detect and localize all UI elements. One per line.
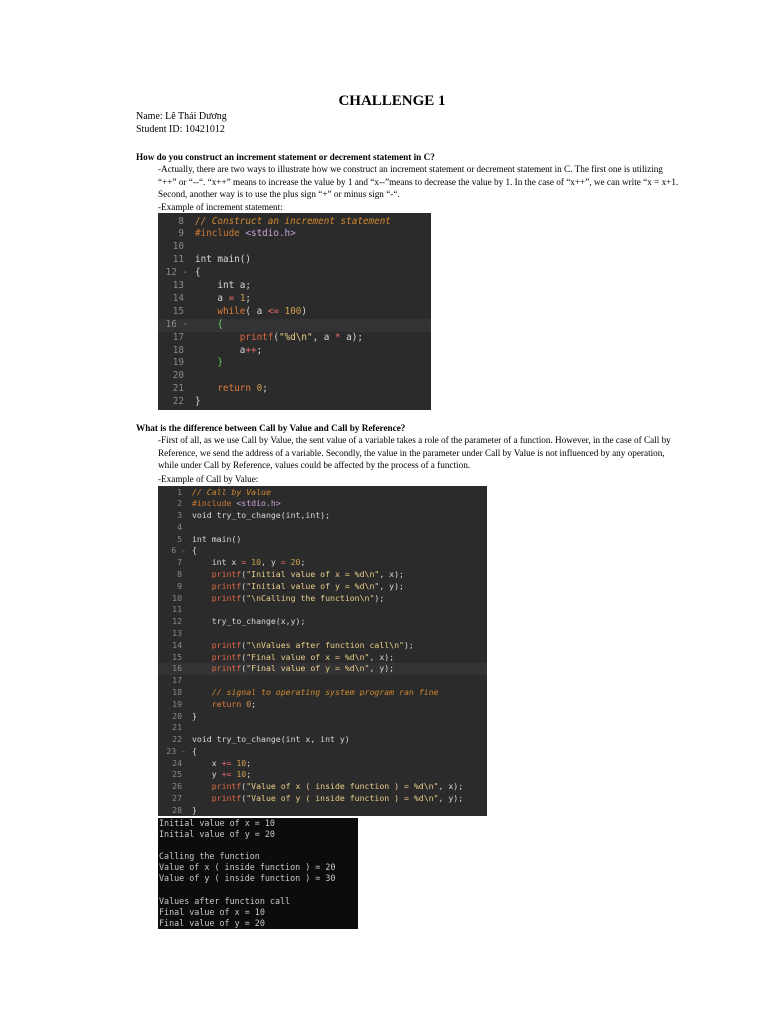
code-line: [158, 293, 431, 306]
code-line: [158, 383, 431, 396]
code-text: int main(): [195, 254, 251, 266]
code-line: [158, 699, 487, 711]
code-line: [158, 687, 487, 699]
line-number: 25: [172, 769, 182, 780]
code-text: return 0;: [217, 383, 268, 395]
line-number: 11: [172, 604, 182, 615]
line-number: 6 -: [171, 545, 186, 556]
code-line: [158, 280, 431, 293]
line-number: 15: [172, 305, 184, 317]
code-text: printf("Value of x ( inside function ) = %d\n", x);: [211, 781, 464, 792]
code-line: [158, 254, 431, 267]
code-line: [158, 593, 487, 605]
line-number: 14: [172, 639, 182, 650]
code-text: }: [195, 396, 201, 408]
line-number: 13: [172, 627, 182, 638]
code-line: [158, 319, 431, 332]
code-text: printf("\nCalling the function\n");: [211, 592, 385, 603]
console-line: Calling the function: [159, 851, 260, 862]
code-line: [158, 628, 487, 640]
code-line: [158, 306, 431, 319]
line-number: 15: [172, 651, 182, 662]
code-text: {: [217, 318, 223, 330]
code-line: [158, 758, 487, 770]
line-number: 26: [172, 781, 182, 792]
line-number: 8: [178, 215, 184, 227]
code-text: x += 10;: [192, 757, 252, 768]
line-number: 19: [172, 698, 182, 709]
line-number: 24: [172, 757, 182, 768]
line-number: 22: [172, 396, 184, 408]
call-by-value-example-label: -Example of Call by Value:: [158, 474, 259, 484]
line-number: 18: [172, 686, 182, 697]
code-line: [158, 487, 487, 499]
line-number: 17: [172, 331, 184, 343]
code-line: [158, 370, 431, 383]
console-line: Value of y ( inside function ) = 30: [159, 873, 336, 884]
code-text: int a;: [195, 280, 251, 291]
code-line: [158, 534, 487, 546]
line-number: 21: [172, 722, 182, 733]
code-line: [158, 216, 431, 229]
code-line: [158, 663, 487, 675]
code-line: [158, 332, 431, 345]
line-number: 14: [172, 292, 184, 304]
line-number: 28: [172, 804, 182, 815]
console-line: Initial value of y = 20: [159, 829, 275, 840]
question-1-answer: -Actually, there are two ways to illustrate how we construct an increment statement or decrement statement in C. The first one is utilizing “++” or “--“. “x++” means to increase the value by 1 and “x--”means to decrease the value by 1. In the case of “x++”, we can write “x = x+1. Second, another way is to use the plus sign “+” or minus sign “-“.: [158, 164, 679, 199]
increment-code-screenshot: [158, 213, 431, 410]
code-text: int x = 10, y = 20;: [192, 557, 306, 568]
code-text: // Construct an increment statement: [195, 215, 391, 227]
line-number: 11: [172, 254, 184, 266]
question-1-heading: How do you construct an increment statement or decrement statement in C?: [136, 152, 435, 162]
line-number: 7: [177, 557, 182, 568]
console-line: Value of x ( inside function ) = 20: [159, 862, 336, 873]
console-line: Final value of y = 20: [159, 917, 265, 928]
code-line: [158, 793, 487, 805]
code-line: [158, 569, 487, 581]
code-line: [158, 640, 487, 652]
line-number: 16 -: [165, 318, 188, 330]
line-number: 21: [172, 383, 184, 395]
code-text: // signal to operating system program ran fine: [211, 686, 439, 697]
code-line: [158, 769, 487, 781]
console-line: [158, 840, 358, 851]
code-text: printf("Value of y ( inside function ) = %d\n", y);: [211, 793, 464, 804]
line-number: 3: [177, 510, 182, 521]
code-line: [158, 522, 487, 534]
line-number: 27: [172, 793, 182, 804]
code-text: {: [195, 267, 201, 279]
code-line: [158, 345, 431, 358]
code-line: [158, 498, 487, 510]
increment-example-label: -Example of increment statement:: [158, 202, 283, 212]
code-line: [158, 510, 487, 522]
console-output: [158, 818, 358, 929]
code-text: printf("Initial value of y = %d\n", y);: [211, 580, 404, 591]
code-line: [158, 396, 431, 409]
code-line: [158, 581, 487, 593]
code-text: printf("Initial value of x = %d\n", x);: [211, 569, 404, 580]
line-number: 4: [177, 521, 182, 532]
code-text: void try_to_change(int,int);: [192, 510, 331, 521]
code-line: [158, 241, 431, 254]
line-number: 18: [172, 344, 184, 356]
line-number: 10: [172, 241, 184, 253]
call-by-value-code-screenshot: [158, 486, 487, 816]
code-line: [158, 228, 431, 241]
code-line: [158, 711, 487, 723]
line-number: 1: [177, 486, 182, 497]
code-line: [158, 722, 487, 734]
line-number: 12 -: [165, 267, 188, 279]
code-text: printf("%d\n", a * a);: [239, 331, 363, 343]
code-line: [158, 545, 487, 557]
code-line: [158, 357, 431, 370]
code-line: [158, 604, 487, 616]
page-title: CHALLENGE 1: [338, 93, 446, 109]
code-text: a++;: [195, 344, 263, 356]
code-text: try_to_change(x,y);: [192, 616, 306, 627]
code-text: return 0;: [211, 698, 257, 709]
line-number: 23 -: [166, 745, 186, 756]
console-line: Final value of x = 10: [159, 906, 265, 917]
code-line: [158, 805, 487, 816]
code-text: // Call by Value: [192, 486, 271, 497]
code-text: }: [217, 357, 223, 369]
line-number: 2: [177, 498, 182, 509]
console-line: Initial value of x = 10: [159, 818, 275, 828]
line-number: 16: [172, 663, 182, 674]
code-line: [158, 616, 487, 628]
code-line: [158, 267, 431, 280]
code-text: a = 1;: [195, 292, 252, 304]
code-text: printf("Final value of y = %d\n", y);: [211, 663, 395, 674]
console-line: Values after function call: [159, 895, 291, 906]
code-text: while( a <= 100): [217, 305, 307, 317]
question-2-heading: What is the difference between Call by Value and Call by Reference?: [136, 423, 406, 433]
code-text: {: [192, 545, 197, 556]
console-line: [158, 885, 358, 896]
code-text: }: [192, 804, 197, 815]
line-number: 12: [172, 616, 182, 627]
line-number: 20: [172, 710, 182, 721]
code-line: [158, 746, 487, 758]
line-number: 9: [177, 580, 182, 591]
line-number: 19: [172, 357, 184, 369]
code-text: int main(): [192, 533, 242, 544]
code-text: y += 10;: [192, 769, 252, 780]
question-2-answer: -First of all, as we use Call by Value, the sent value of a variable takes a role of the parameter of a function. However, in the case of Call by Reference, we send the address of a variable. Secondly, the value in the parameter under Call by Value is not influenced by any operation, while under Call by Reference, values could be affected by the process of a function.: [158, 435, 671, 470]
line-number: 5: [177, 533, 182, 544]
line-number: 20: [172, 370, 184, 382]
code-text: }: [192, 710, 197, 721]
line-number: 9: [178, 228, 184, 240]
line-number: 8: [177, 569, 182, 580]
line-number: 10: [172, 592, 182, 603]
code-text: void try_to_change(int x, int y): [192, 734, 350, 745]
code-line: [158, 781, 487, 793]
line-number: 17: [172, 675, 182, 686]
code-text: printf("Final value of x = %d\n", x);: [211, 651, 395, 662]
code-text: {: [192, 745, 197, 756]
code-line: [158, 734, 487, 746]
code-line: [158, 675, 487, 687]
code-line: [158, 652, 487, 664]
code-line: [158, 557, 487, 569]
student-id: Student ID: 10421012: [136, 124, 225, 135]
student-name: Name: Lê Thái Dương: [136, 111, 227, 122]
line-number: 13: [172, 280, 184, 291]
code-text: printf("\nValues after function call\n");: [211, 639, 414, 650]
code-text: #include <stdio.h>: [192, 498, 281, 509]
line-number: 22: [172, 734, 182, 745]
code-text: #include <stdio.h>: [195, 228, 296, 240]
